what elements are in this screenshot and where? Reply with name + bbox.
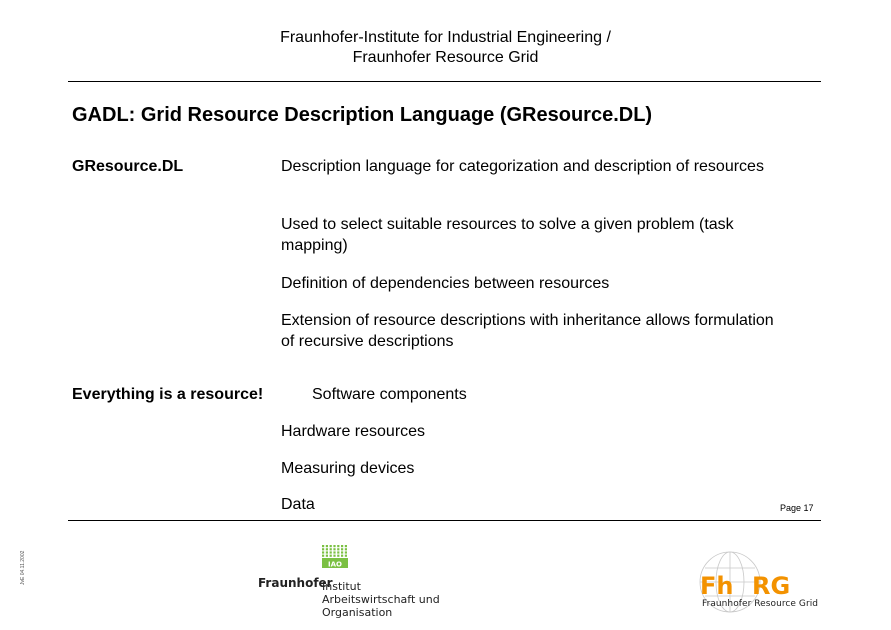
fhrg-mark-left: Fh <box>700 572 734 600</box>
iao-badge-dot <box>322 548 324 550</box>
iao-badge-text: IAO <box>328 560 342 569</box>
iao-badge-dot <box>333 548 335 550</box>
bullet-item: Hardware resources <box>281 423 426 440</box>
iao-badge-dot <box>333 551 335 553</box>
bullet-item: Data <box>281 496 315 513</box>
bullet-item: Used to select suitable resources to solve a given problem (task mapping) <box>281 216 734 254</box>
iao-badge-dot <box>330 551 332 553</box>
section-label-gresource-dl: GResource.DL <box>72 158 184 175</box>
iao-badge-dot <box>337 548 339 550</box>
iao-line-2: Arbeitswirtschaft und <box>322 593 440 606</box>
header-divider <box>68 81 821 82</box>
iao-badge-dot <box>330 545 332 547</box>
slide-header <box>0 28 891 68</box>
slide-title: GADL: Grid Resource Description Language (GResource.DL) <box>72 104 653 126</box>
iao-badge-dot <box>330 548 332 550</box>
iao-badge-dot <box>345 545 347 547</box>
iao-badge-dot <box>341 551 343 553</box>
bullet-item: Measuring devices <box>281 460 415 477</box>
iao-badge-dot <box>333 555 335 557</box>
header-line-2: Fraunhofer Resource Grid <box>352 49 539 66</box>
header-line-1: Fraunhofer-Institute for Industrial Engineering / <box>280 29 611 46</box>
bullet-item: Software components <box>312 386 467 403</box>
iao-badge-dot <box>341 545 343 547</box>
iao-badge-dot <box>326 545 328 547</box>
bullet-item: Description language for categorization and description of resources <box>281 158 764 175</box>
footer-date: JvE 04.11.2002 <box>20 550 26 585</box>
page-number: Page 17 <box>780 503 814 513</box>
iao-badge-dot <box>322 555 324 557</box>
iao-badge-dot <box>326 551 328 553</box>
section-label-everything: Everything is a resource! <box>72 386 264 403</box>
iao-badge-dot <box>330 555 332 557</box>
iao-badge-dot <box>337 545 339 547</box>
iao-badge-dot <box>322 545 324 547</box>
iao-badge-dot <box>345 551 347 553</box>
fhrg-mark-right: RG <box>752 572 791 600</box>
bullet-item: Definition of dependencies between resources <box>281 275 610 292</box>
iao-badge-dot <box>326 555 328 557</box>
iao-badge-dot <box>322 551 324 553</box>
iao-line-1: Institut <box>322 580 361 593</box>
iao-badge-dot <box>345 548 347 550</box>
bullet-item: Extension of resource descriptions with inheritance allows formulation of recursive descriptions <box>281 312 774 350</box>
footer-divider <box>68 520 821 521</box>
iao-badge-dot <box>333 545 335 547</box>
iao-logo <box>254 540 440 622</box>
iao-brand: Fraunhofer <box>258 576 333 590</box>
iao-line-3: Organisation <box>322 606 393 619</box>
fhrg-caption: Fraunhofer Resource Grid <box>702 599 818 609</box>
iao-badge-dot <box>341 555 343 557</box>
iao-badge-icon <box>320 544 350 569</box>
iao-badge-dot <box>337 551 339 553</box>
iao-badge-dot <box>345 555 347 557</box>
iao-badge-dot <box>341 548 343 550</box>
iao-badge-dot <box>326 548 328 550</box>
iao-badge-dot <box>337 555 339 557</box>
fhrg-logo <box>694 548 824 618</box>
